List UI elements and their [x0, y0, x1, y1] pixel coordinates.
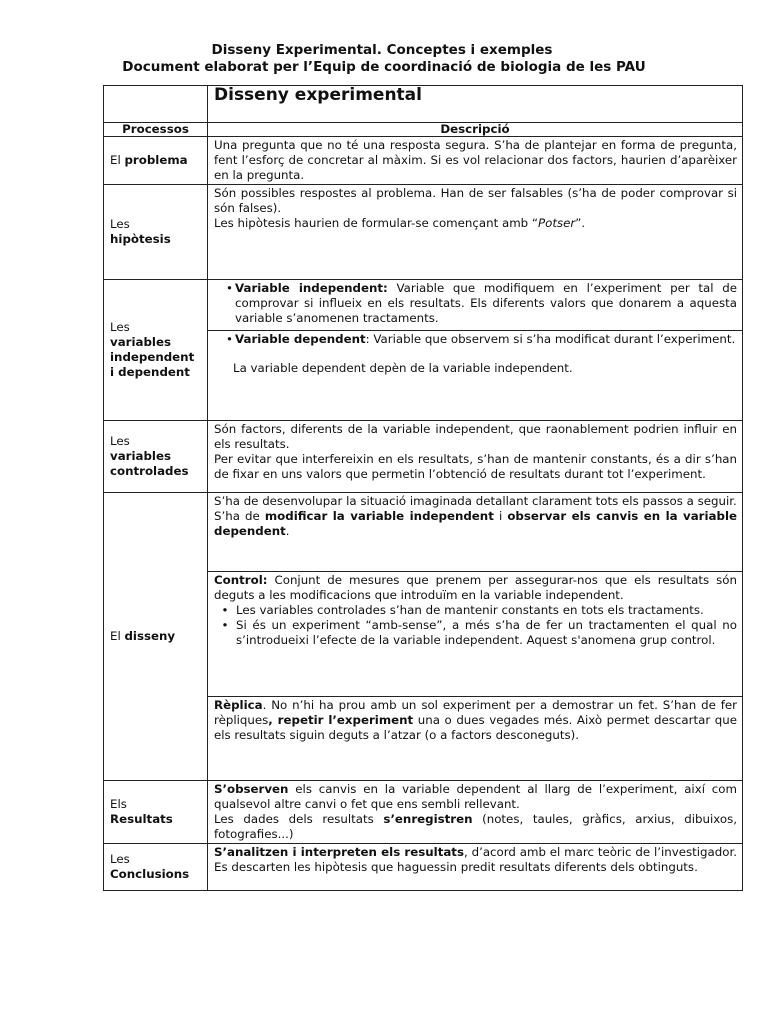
table-row-problema — [104, 137, 743, 185]
description-disseny-replica: Rèplica. No n’hi ha prou amb un sol experiment per a demostrar un fet. S’han de fer rèpliques, repetir l’experiment una o dues vegades més. Això permet descartar que els resultats siguin deguts a l’atzar (o a factors desconeguts). — [208, 697, 743, 781]
description-variable-dependent: • Variable dependent: Variable que observem si s’ha modificat durant l’experiment. La variable dependent depèn de la variable independent. — [208, 331, 743, 421]
description-disseny-control: Control: Conjunt de mesures que prenem per assegurar-nos que els resultats són deguts a les modificacions que introduïm en la variable independent. • Les variables controlades s’han de mantenir constants en tots els tractaments. • Si és un experiment “amb-sense”, a més s’ha de fer un tractamenten el qual no s’introdueixi l’efecte de la variable independent. Aquest s'anomena grup control. — [208, 572, 743, 697]
experimental-design-table — [103, 85, 743, 891]
description-disseny-steps: S’ha de desenvolupar la situació imaginada detallant clarament tots els passos a seguir. S’ha de modificar la variable independent i observar els canvis en la variable dependent. — [208, 493, 743, 572]
blank-corner-cell — [104, 86, 208, 123]
description-controlades: Són factors, diferents de la variable independent, que raonablement podrien influir en els resultats. Per evitar que interfereixin en els resultats, s’han de mantenir constants, és a dir s’han de fixar en uns valors que permetin l’obtenció de resultats durant tot l’experiment. — [208, 421, 743, 493]
table-row-controlades — [104, 421, 743, 493]
table-row-variable-independent — [104, 280, 743, 331]
table-row-disseny-steps — [104, 493, 743, 572]
column-header-processos: Processos — [104, 123, 208, 137]
description-resultats: S’observen els canvis en la variable dependent al llarg de l’experiment, així com qualsevol altre canvi o fet que ens sembli rellevant. Les dades dels resultats s’enregistren (notes, taules, gràfics, arxius, dibuixos, fotografies...) — [208, 781, 743, 844]
process-label-problema: El problema — [104, 137, 208, 185]
document-subtitle: Document elaborat per l’Equip de coordinació de biologia de les PAU — [122, 59, 646, 75]
document-title: Disseny Experimental. Conceptes i exemples — [211, 42, 553, 58]
description-problema: Una pregunta que no té una resposta segura. S’ha de plantejar en forma de pregunta, fent l’esforç de concretar al màxim. Si es vol relacionar dos factors, haurien d’aparèixer en la pregunta. — [208, 137, 743, 185]
process-label-disseny: El disseny — [104, 493, 208, 781]
process-label-controlades: Les variables controlades — [104, 421, 208, 493]
description-variable-independent: • Variable independent: Variable que modifiquem en l’experiment per tal de comprovar si influeix en els resultats. Els diferents valors que donarem a aquesta variable s’anomenen tractaments. — [208, 280, 743, 331]
description-hipotesis: Són possibles respostes al problema. Han de ser falsables (s’ha de poder comprovar si són falses). Les hipòtesis haurien de formular-se començant amb “Potser”. — [208, 185, 743, 280]
table-row-resultats — [104, 781, 743, 844]
description-conclusions: S’analitzen i interpreten els resultats, d’acord amb el marc teòric de l’investigador. Es descarten les hipòtesis que haguessin predit resultats diferents dels obtinguts. — [208, 844, 743, 891]
process-label-resultats: Els Resultats — [104, 781, 208, 844]
table-row-conclusions — [104, 844, 743, 891]
table-title: Disseny experimental — [208, 86, 743, 123]
process-label-conclusions: Les Conclusions — [104, 844, 208, 891]
process-label-hipotesis: Les hipòtesis — [104, 185, 208, 280]
table-row-hipotesis — [104, 185, 743, 280]
process-label-variables: Les variables independent i dependent — [104, 280, 208, 421]
column-header-descripcio: Descripció — [208, 123, 743, 137]
